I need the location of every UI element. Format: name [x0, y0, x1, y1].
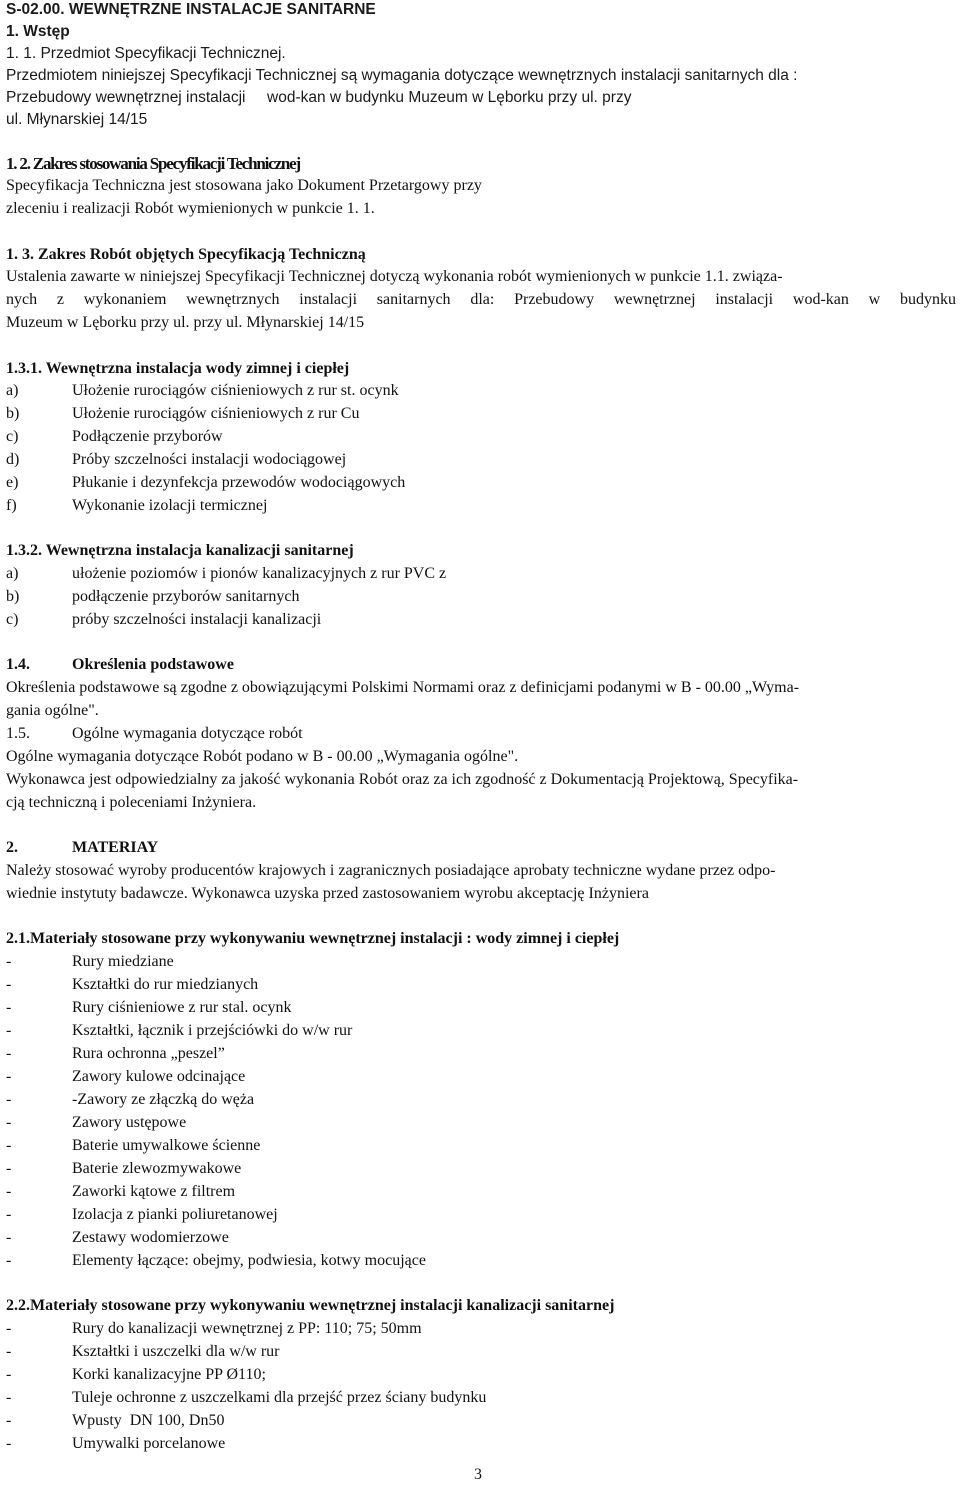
section-2-heading: 2. MATERIAY: [6, 839, 159, 856]
list-item: c) Podłączenie przyborów: [6, 428, 223, 445]
section-2-1-heading: 2.1.Materiały stosowane przy wykonywaniu wewnętrznej instalacji : wody zimnej i ciepłej: [6, 930, 620, 947]
list-item: - Zestawy wodomierzowe: [6, 1229, 229, 1246]
list-item: b) podłączenie przyborów sanitarnych: [6, 588, 300, 605]
list-item: - Zaworki kątowe z filtrem: [6, 1183, 236, 1200]
list-item: e) Płukanie i dezynfekcja przewodów wodociągowych: [6, 474, 406, 491]
list-item: - Zawory ustępowe: [6, 1114, 187, 1131]
paragraph-line: Określenia podstawowe są zgodne z obowiązującymi Polskimi Normami oraz z definicjami podanymi w B - 00.00 „Wyma-: [6, 679, 800, 696]
list-item: - Korki kanalizacyjne PP Ø110;: [6, 1366, 266, 1383]
list-item: - Izolacja z pianki poliuretanowej: [6, 1206, 278, 1223]
list-item: b) Ułożenie rurociągów ciśnieniowych z rur Cu: [6, 405, 360, 422]
paragraph-line: Muzeum w Lęborku przy ul. przy ul. Młynarskiej 14/15: [6, 314, 365, 331]
list-item: - Rury miedziane: [6, 953, 174, 970]
paragraph-line: ul. Młynarskiej 14/15: [6, 111, 148, 128]
paragraph-line: nych z wykonaniem wewnętrznych instalacji sanitarnych dla: Przebudowy wewnętrznej instalacji wod-kan w budynku: [6, 291, 956, 308]
paragraph-line: Przedmiotem niniejszej Specyfikacji Technicznej są wymagania dotyczące wewnętrznych instalacji sanitarnych dla :: [6, 67, 798, 84]
list-item: - Kształtki i uszczelki dla w/w rur: [6, 1343, 280, 1360]
list-item: - Zawory kulowe odcinające: [6, 1068, 246, 1085]
list-item: - Tuleje ochronne z uszczelkami dla przejść przez ściany budynku: [6, 1389, 487, 1406]
list-item: c) próby szczelności instalacji kanalizacji: [6, 611, 322, 628]
list-item: - Kształtki, łącznik i przejściówki do w/w rur: [6, 1022, 353, 1039]
document-code-heading: S-02.00. WEWNĘTRZNE INSTALACJE SANITARNE: [6, 1, 376, 18]
paragraph-line: wiednie instytuty badawcze. Wykonawca uzyska przed zastosowaniem wyrobu akceptację Inżyniera: [6, 885, 649, 902]
list-item: - Rura ochronna „peszel”: [6, 1045, 225, 1062]
list-item: - -Zawory ze złączką do węża: [6, 1091, 255, 1108]
list-item: - Baterie umywalkowe ścienne: [6, 1137, 261, 1154]
list-item: d) Próby szczelności instalacji wodociągowej: [6, 451, 347, 468]
section-1-heading: 1. Wstęp: [6, 23, 70, 40]
list-item: - Baterie zlewozmywakowe: [6, 1160, 242, 1177]
paragraph-line: Wykonawca jest odpowiedzialny za jakość wykonania Robót oraz za ich zgodność z Dokumentacją Projektową, Specyfika-: [6, 771, 799, 788]
section-2-2-heading: 2.2.Materiały stosowane przy wykonywaniu wewnętrznej instalacji kanalizacji sanitarnej: [6, 1297, 615, 1314]
paragraph-line: zleceniu i realizacji Robót wymienionych w punkcie 1. 1.: [6, 200, 375, 217]
page-number: 3: [474, 1466, 482, 1483]
section-1-1-heading: 1. 1. Przedmiot Specyfikacji Technicznej.: [6, 45, 286, 62]
list-item: - Rury do kanalizacji wewnętrznej z PP: 110; 75; 50mm: [6, 1320, 422, 1337]
paragraph-line: Przebudowy wewnętrznej instalacji wod-kan w budynku Muzeum w Lęborku przy ul. przy: [6, 89, 632, 106]
list-item: - Umywalki porcelanowe: [6, 1435, 226, 1452]
paragraph-line: Należy stosować wyroby producentów krajowych i zagranicznych posiadające aprobaty techniczne wydane przez odpo-: [6, 862, 776, 879]
section-1-4-heading: 1.4. Określenia podstawowe: [6, 656, 234, 673]
paragraph-line: gania ogólne".: [6, 702, 99, 719]
list-item: - Wpusty DN 100, Dn50: [6, 1412, 225, 1429]
list-item: - Rury ciśnieniowe z rur stal. ocynk: [6, 999, 292, 1016]
paragraph-line: cją techniczną i poleceniami Inżyniera.: [6, 794, 257, 811]
section-1-2-heading: 1. 2. Zakres stosowania Specyfikacji Technicznej: [6, 154, 300, 173]
section-1-3-heading: 1. 3. Zakres Robót objętych Specyfikacją Techniczną: [6, 246, 366, 263]
paragraph-line: Ogólne wymagania dotyczące Robót podano w B - 00.00 „Wymagania ogólne".: [6, 748, 519, 765]
list-item: a) Ułożenie rurociągów ciśnieniowych z rur st. ocynk: [6, 382, 399, 399]
paragraph-line: Specyfikacja Techniczna jest stosowana jako Dokument Przetargowy przy: [6, 177, 482, 194]
list-item: - Kształtki do rur miedzianych: [6, 976, 259, 993]
paragraph-line: Ustalenia zawarte w niniejszej Specyfikacji Technicznej dotyczą wykonania robót wymienionych w punkcie 1.1. związa-: [6, 268, 783, 285]
section-1-3-2-heading: 1.3.2. Wewnętrzna instalacja kanalizacji sanitarnej: [6, 542, 354, 559]
list-item: f) Wykonanie izolacji termicznej: [6, 497, 268, 514]
list-item: - Elementy łączące: obejmy, podwiesia, kotwy mocujące: [6, 1252, 426, 1269]
section-1-3-1-heading: 1.3.1. Wewnętrzna instalacja wody zimnej i ciepłej: [6, 360, 350, 377]
section-1-5-heading: 1.5. Ogólne wymagania dotyczące robót: [6, 725, 303, 742]
list-item: a) ułożenie poziomów i pionów kanalizacyjnych z rur PVC z: [6, 565, 447, 582]
